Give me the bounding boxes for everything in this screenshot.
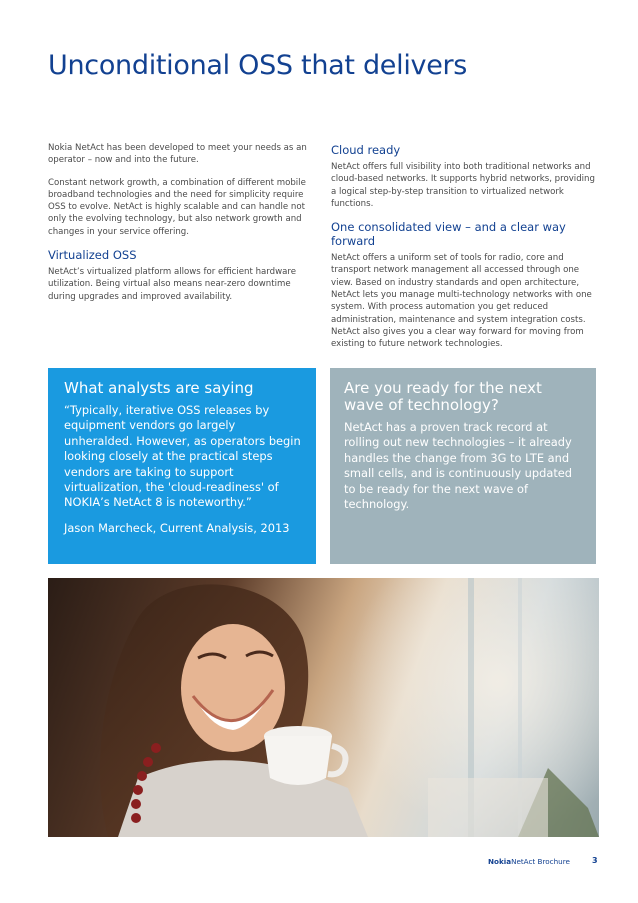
growth-paragraph: Constant network growth, a combination of different mobile broadband technologies and the need for simplicity require OSS to evolve. NetAct is highly scalable and can handle not only the evolving technology, but also network growth and changes in your service offering. [48, 177, 306, 237]
cloud-ready-heading: Cloud ready [331, 143, 401, 157]
coffee-cup [264, 726, 346, 785]
footer-brand [488, 857, 570, 866]
analysts-panel [48, 368, 316, 564]
page-title: Unconditional OSS that delivers [48, 50, 468, 81]
left-column [48, 142, 310, 313]
analysts-heading: What analysts are saying [64, 379, 254, 397]
intro-paragraph: Nokia NetAct has been developed to meet your needs as an operator – now and into the future. [48, 143, 307, 166]
analyst-quote: “Typically, iterative OSS releases by equipment vendors go largely unheralded. However, as operators begin looking closely at the practical steps vendors are taking to support virtualization, the 'cloud-readiness' of NOKIA’s NetAct 8 is noteworthy.” [64, 403, 301, 510]
page-number: 3 [592, 856, 598, 865]
consolidated-view-heading: One consolidated view – and a clear way forward [331, 220, 566, 249]
photo-illustration [48, 578, 599, 837]
footer-product: NetAct Brochure [511, 857, 570, 866]
virtualized-oss-paragraph: NetAct’s virtualized platform allows for efficient hardware utilization. Being virtual also means near-zero downtime during upgrades and improved availability. [48, 267, 297, 302]
ready-heading: Are you ready for the next wave of technology? [344, 379, 542, 414]
analyst-attribution: Jason Marcheck, Current Analysis, 2013 [64, 520, 290, 535]
ready-panel [330, 368, 596, 564]
ready-body: NetAct has a proven track record at rolling out new technologies – it already handles the change from 3G to LTE and small cells, and is continuously updated to be ready for the next wave of technology. [344, 420, 573, 512]
virtualized-oss-heading: Virtualized OSS [48, 248, 137, 263]
footer-company: Nokia [488, 857, 512, 866]
woman-with-coffee-photo [48, 578, 599, 837]
consolidated-view-paragraph: NetAct offers a uniform set of tools for radio, core and transport network management all accessed through one view. Based on industry standards and open architecture, NetAct lets you manage multi-technology networks with one system. With process automation you get reduced administration, maintenance and system integration costs. NetAct also gives you a clear way forward for moving from existing to future network technologies. [331, 253, 592, 350]
cloud-ready-paragraph: NetAct offers full visibility into both traditional networks and cloud-based networks. It supports hybrid networks, providing a logical step-by-step transition to virtualized network functions. [331, 162, 595, 209]
right-column [331, 143, 601, 361]
